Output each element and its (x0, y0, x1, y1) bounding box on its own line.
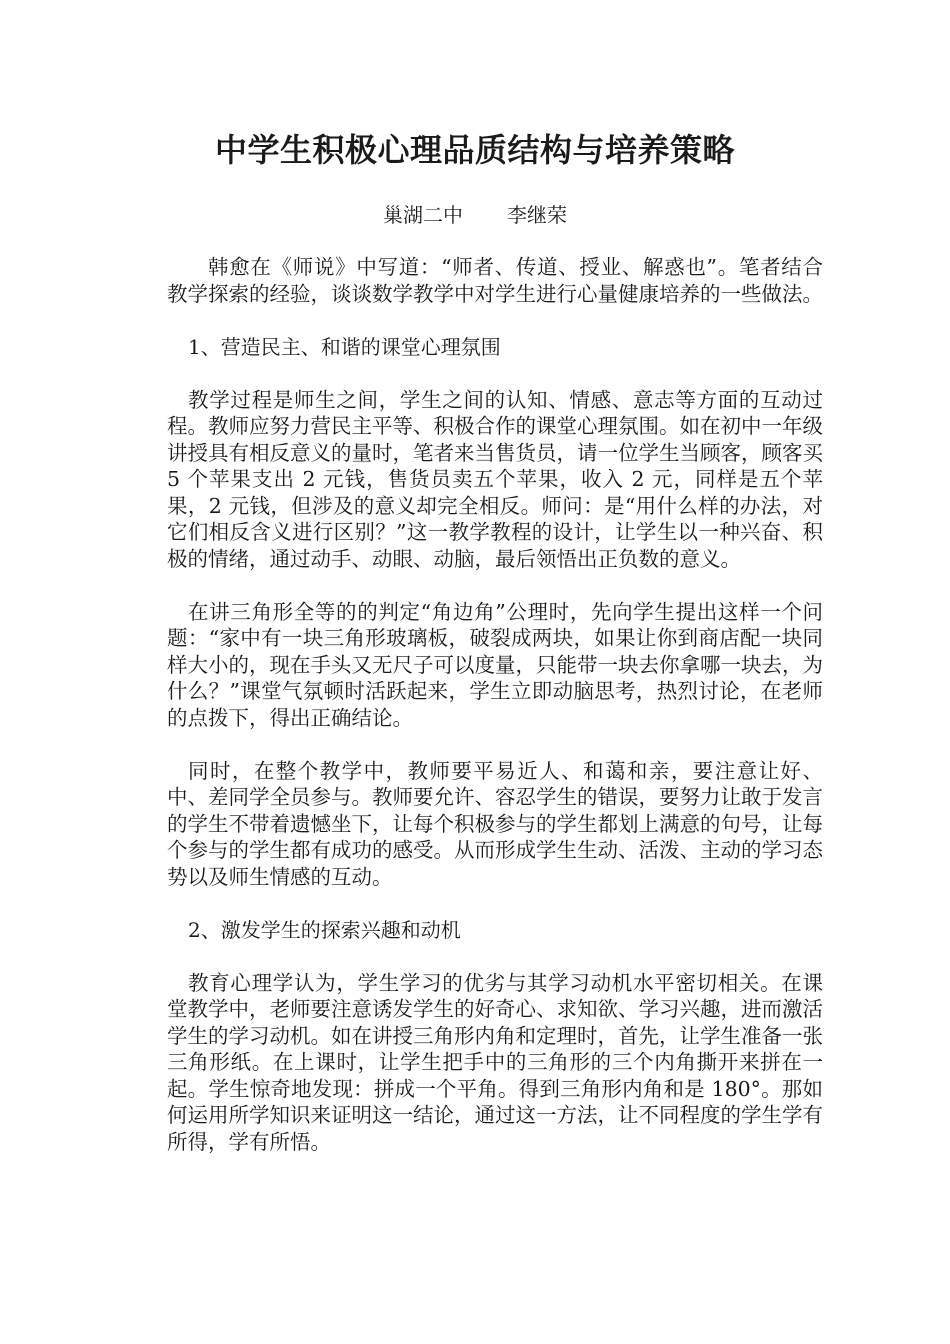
document-title: 中学生积极心理品质结构与培养策略 (214, 131, 735, 169)
author-line (0, 200, 950, 230)
section-2-heading: 2、激发学生的探索兴趣和动机 (188, 917, 461, 942)
author-school: 巢湖二中 (383, 203, 463, 227)
intro-paragraph: 韩愈在《师说》中写道：“师者、传道、授业、解惑也”。笔者结合教学探索的经验，谈谈数学教学中对学生进行心量健康培养的一些做法。 (167, 255, 823, 306)
section-1-heading: 1、营造民主、和谐的课堂心理氛围 (188, 334, 501, 359)
section-1-paragraph-3: 同时，在整个教学中，教师要平易近人、和蔼和亲，要注意让好、中、差同学全员参与。教师要允许、容忍学生的错误，要努力让敢于发言的学生不带着遗憾坐下，让每个积极参与的学生都划上满意的句号，让每个参与的学生都有成功的感受。从而形成学生生动、活泼、主动的学习态势以及师生情感的互动。 (167, 758, 823, 889)
section-2-paragraph-1: 教育心理学认为，学生学习的优劣与其学习动机水平密切相关。在课堂教学中，老师要注意诱发学生的好奇心、求知欲、学习兴趣，进而激活学生的学习动机。如在讲授三角形内角和定理时，首先，让学生准备一张三角形纸。在上课时，让学生把手中的三角形的三个内角撕开来拼在一起。学生惊奇地发现：拼成一个平角。得到三角形内角和是 180°。那如何运用所学知识来证明这一结论，通过这一方法，让不同程度的学生学有所得，学有所悟。 (167, 970, 823, 1154)
section-1-paragraph-2: 在讲三角形全等的的判定“角边角”公理时，先向学生提出这样一个问题：“家中有一块三角形玻璃板，破裂成两块，如果让你到商店配一块同样大小的，现在手头又无尺子可以度量，只能带一块去你拿哪一块去，为什么？”课堂气氛顿时活跃起来，学生立即动脑思考，热烈讨论，在老师的点拨下，得出正确结论。 (167, 599, 823, 730)
author-name: 李继荣 (507, 203, 567, 227)
section-1-paragraph-1: 教学过程是师生之间，学生之间的认知、情感、意志等方面的互动过程。教师应努力营民主平等、积极合作的课堂心理氛围。如在初中一年级讲授具有相反意义的量时，笔者来当售货员，请一位学生当顾客，顾客买 5 个苹果支出 2 元钱，售货员卖五个苹果，收入 2 元，同样是五个苹果，2 元钱，但涉及的意义却完全相反。师问：是“用什么样的办法，对它们相反含义进行区别？”这一教学教程的设计，让学生以一种兴奋、积极的情绪，通过动手、动眼、动脑，最后领悟出正负数的意义。 (167, 387, 823, 571)
document-body (167, 254, 823, 1182)
